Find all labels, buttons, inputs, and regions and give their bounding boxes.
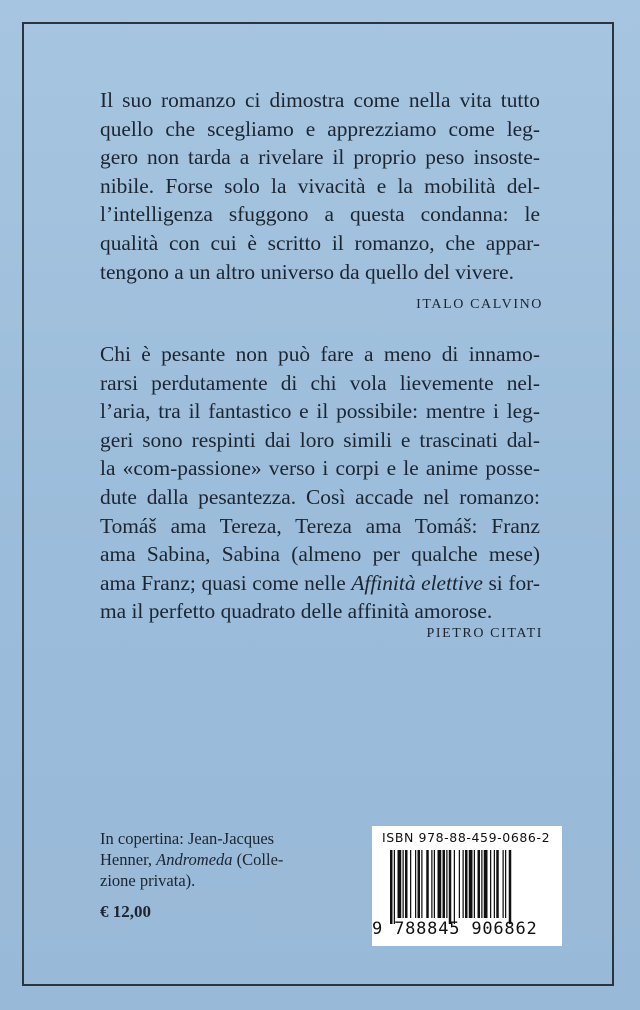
barcode-bar (465, 850, 468, 918)
quote-line: tengono a un altro universo da quello del vivere. (100, 259, 515, 284)
barcode-bars-icon (386, 850, 558, 924)
quote-line: gero non tarda a rivelare il proprio peso insoste- (100, 145, 540, 170)
quote-line: qualità con cui è scritto il romanzo, che appar- (100, 230, 540, 255)
barcode-bar (463, 850, 464, 918)
quote-author-citati: PIETRO CITATI (426, 626, 543, 641)
barcode-bar (459, 850, 460, 918)
book-title-italic: Affinità elettive (351, 570, 483, 595)
barcode-bar (474, 850, 475, 918)
barcode-bar (443, 850, 446, 918)
barcode-bar (405, 850, 408, 918)
quote-line: quello che scegliamo e apprezziamo come leg- (100, 116, 540, 141)
credit-line: zione privata). (100, 871, 196, 890)
barcode-bar (415, 850, 416, 918)
barcode-bar (505, 850, 506, 918)
barcode-bar (449, 850, 452, 924)
quote-line: Tomáš ama Tereza, Tereza ama Tomáš: Franz (100, 513, 540, 538)
barcode-bar (481, 850, 482, 918)
barcode-bar (394, 850, 395, 924)
quote-line: ama Sabina, Sabina (almeno per qualche mese) (100, 542, 540, 567)
quote-line: Il suo romanzo ci dimostra come nella vita tutto (100, 88, 540, 112)
ean-digits: 9 788845 906862 (372, 919, 538, 939)
barcode-bar (438, 850, 442, 918)
artwork-title-italic: Andromeda (156, 850, 233, 869)
quote-line: la «com-passione» verso i corpi e le anime posse- (100, 456, 540, 481)
barcode-bar (509, 850, 512, 924)
barcode-bar (403, 850, 404, 918)
barcode-bar (478, 850, 481, 918)
credit-line (100, 849, 340, 870)
quote-line: l’intelligenza sfuggono a questa condanna: le (100, 202, 540, 227)
barcode-bar (494, 850, 495, 918)
quote-line: nibile. Forse solo la vivacità e la mobilità del- (100, 173, 540, 198)
quote-line: l’aria, tra il fantastico e il possibile: mentre i leg- (100, 399, 540, 424)
isbn-barcode (372, 826, 562, 946)
quote-line: geri sono respinti dai loro simili e trascinati dal- (100, 427, 540, 452)
quote-line: rarsi perdutamente di chi vola lievemente nel- (100, 370, 540, 395)
price-label: € 12,00 (100, 902, 151, 921)
quote-author-calvino: ITALO CALVINO (416, 297, 543, 312)
citati-quote (100, 340, 540, 626)
barcode-bar (398, 850, 402, 918)
barcode-bar (434, 850, 435, 918)
quote-text: ama Franz; quasi come nelle (100, 570, 352, 595)
barcode-bar (503, 850, 504, 918)
barcode-bar (490, 850, 491, 918)
quote-text: si for- (482, 570, 540, 595)
calvino-quote (100, 86, 540, 286)
barcode-bar (418, 850, 421, 918)
cover-credit (100, 828, 340, 891)
barcode-bar (454, 850, 455, 924)
credit-line: In copertina: Jean-Jacques (100, 829, 275, 848)
barcode-bar (421, 850, 422, 918)
credit-text: (Colle- (232, 850, 284, 869)
quote-line: dute dalla pesantezza. Così accade nel romanzo: (100, 484, 540, 509)
barcode-bar (431, 850, 432, 918)
quote-line: Chi è pesante non può fare a meno di innamo- (100, 342, 540, 366)
quote-line (100, 569, 540, 598)
quote-line: ma il perfetto quadrato delle affinità amorose. (100, 599, 493, 624)
barcode-bar (410, 850, 411, 918)
isbn-number: ISBN 978-88-459-0686-2 (382, 830, 551, 845)
barcode-bar (469, 850, 473, 918)
barcode-bar (484, 850, 488, 918)
barcode-bar (390, 850, 393, 924)
barcode-bar (426, 850, 429, 918)
credit-text: Henner, (100, 850, 157, 869)
barcode-bar (446, 850, 447, 918)
barcode-bar (496, 850, 499, 918)
